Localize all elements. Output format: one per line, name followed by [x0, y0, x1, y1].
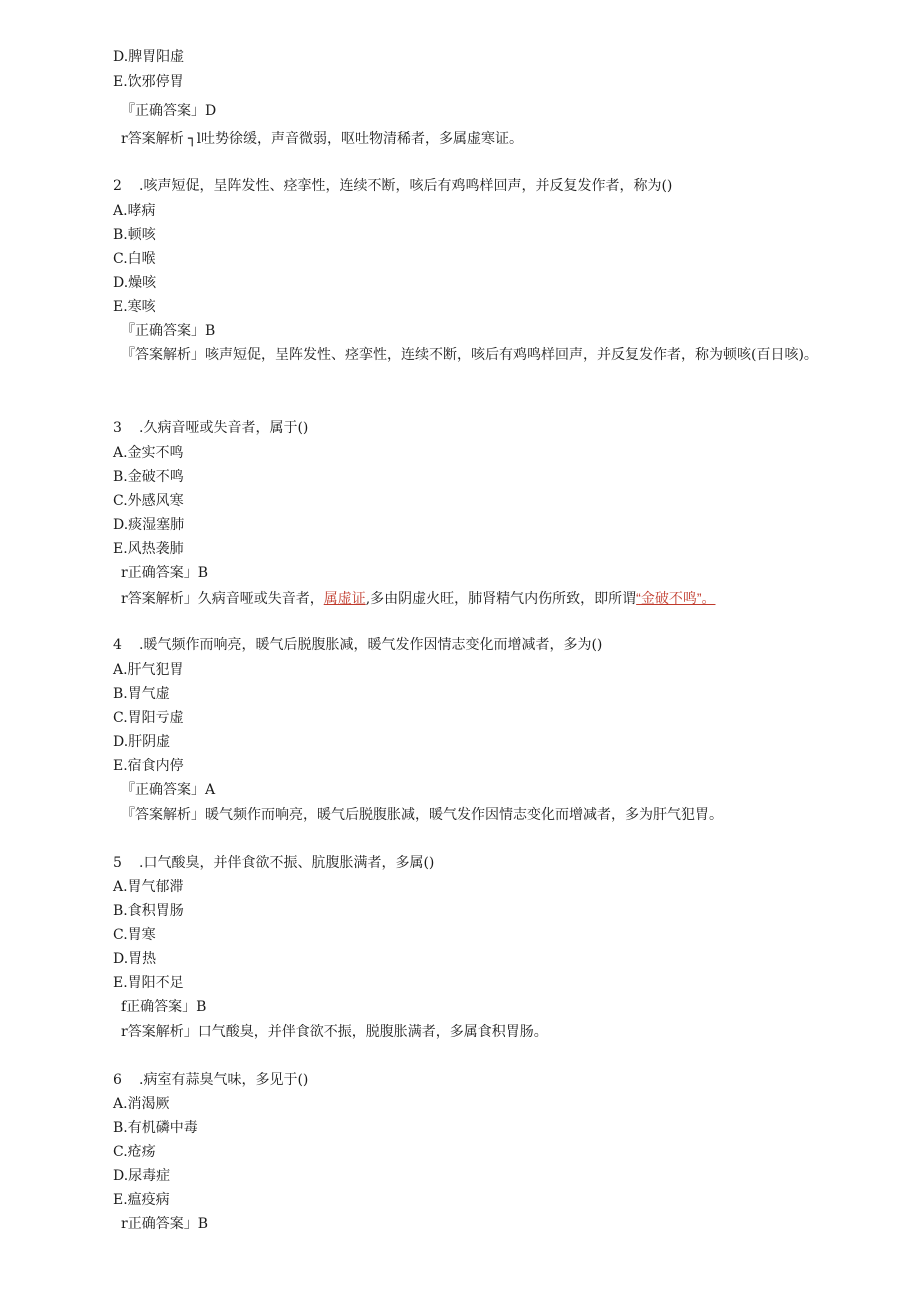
- highlighted-quote: “金破不鸣”。: [636, 590, 716, 606]
- question-stem: [113, 419, 308, 437]
- question-number: 4: [113, 637, 122, 653]
- question-text: .久病音哑或失音者，属于(): [139, 420, 309, 436]
- option-a: A.消渴厥: [113, 1096, 170, 1112]
- question-text: .暖气频作而响亮，暖气后脱腹胀减，暖气发作因情志变化而增减者，多为(): [139, 637, 603, 653]
- answer-analysis: [121, 589, 715, 607]
- option-c: C.白喉: [113, 251, 156, 267]
- analysis-text: r答案解析」久病音哑或失音者，: [121, 591, 324, 607]
- correct-answer: f正确答案」B: [121, 999, 207, 1015]
- answer-analysis: r答案解析 ┐l吐势徐缓，声音微弱，呕吐物清稀者，多属虚寒证。: [121, 131, 524, 147]
- answer-analysis: r答案解析」口气酸臭，并伴食欲不振，脱腹胀满者，多属食积胃肠。: [121, 1024, 548, 1040]
- correct-answer: 『正确答案」A: [121, 782, 216, 798]
- option-d: D.脾胃阳虚: [113, 49, 185, 65]
- correct-answer: 『正确答案」D: [121, 103, 217, 119]
- option-d: D.燥咳: [113, 275, 157, 291]
- question-text: .病室有蒜臭气味，多见于(): [139, 1072, 309, 1088]
- option-b: B.金破不鸣: [113, 469, 184, 485]
- option-b: B.胃气虚: [113, 686, 170, 702]
- option-e: E.瘟疫病: [113, 1192, 170, 1208]
- option-a: A.胃气郁滞: [113, 879, 184, 895]
- question-stem: [113, 636, 602, 654]
- option-e: E.寒咳: [113, 299, 156, 315]
- highlighted-term: 属虚证: [323, 590, 366, 606]
- option-b: B.食积胃肠: [113, 903, 184, 919]
- question-stem: [113, 177, 672, 195]
- answer-analysis: 『答案解析」咳声短促，呈阵发性、痉挛性，连续不断，咳后有鸡鸣样回声，并反复发作者，称为顿咳(百日咳)。: [121, 347, 818, 363]
- question-stem: [113, 1071, 308, 1089]
- option-b: B.有机磷中毒: [113, 1120, 198, 1136]
- option-c: C.外感风寒: [113, 493, 184, 509]
- question-number: 2: [113, 178, 122, 194]
- question-number: 6: [113, 1072, 122, 1088]
- option-c: C.胃寒: [113, 927, 156, 943]
- option-a: A.哮病: [113, 203, 156, 219]
- option-d: D.尿毒症: [113, 1168, 171, 1184]
- option-d: D.肝阴虚: [113, 734, 171, 750]
- question-number: 3: [113, 420, 122, 436]
- option-c: C.胃阳亏虚: [113, 710, 184, 726]
- option-e: E.饮邪停胃: [113, 74, 184, 90]
- correct-answer: 『正确答案」B: [121, 323, 216, 339]
- analysis-text: ,多由阴虚火旺，肺肾精气内伤所致，即所谓: [365, 591, 637, 607]
- option-b: B.顿咳: [113, 227, 156, 243]
- answer-analysis: 『答案解析」暖气频作而响亮，暖气后脱腹胀减，暖气发作因情志变化而增减者，多为肝气犯胃。: [121, 807, 723, 823]
- correct-answer: r正确答案」B: [121, 565, 208, 581]
- option-e: E.宿食内停: [113, 758, 184, 774]
- option-d: D.胃热: [113, 951, 157, 967]
- question-text: .口气酸臭，并伴食欲不振、肮腹胀满者，多属(): [139, 855, 435, 871]
- option-e: E.风热袭肺: [113, 541, 184, 557]
- option-e: E.胃阳不足: [113, 975, 184, 991]
- option-c: C.疮疡: [113, 1144, 156, 1160]
- option-a: A.肝气犯胃: [113, 662, 184, 678]
- option-a: A.金实不鸣: [113, 445, 184, 461]
- option-d: D.痰湿塞肺: [113, 517, 185, 533]
- correct-answer: r正确答案」B: [121, 1216, 208, 1232]
- question-stem: [113, 854, 434, 872]
- question-number: 5: [113, 855, 122, 871]
- question-text: .咳声短促，呈阵发性、痉挛性，连续不断，咳后有鸡鸣样回声，并反复发作者，称为(): [139, 178, 673, 194]
